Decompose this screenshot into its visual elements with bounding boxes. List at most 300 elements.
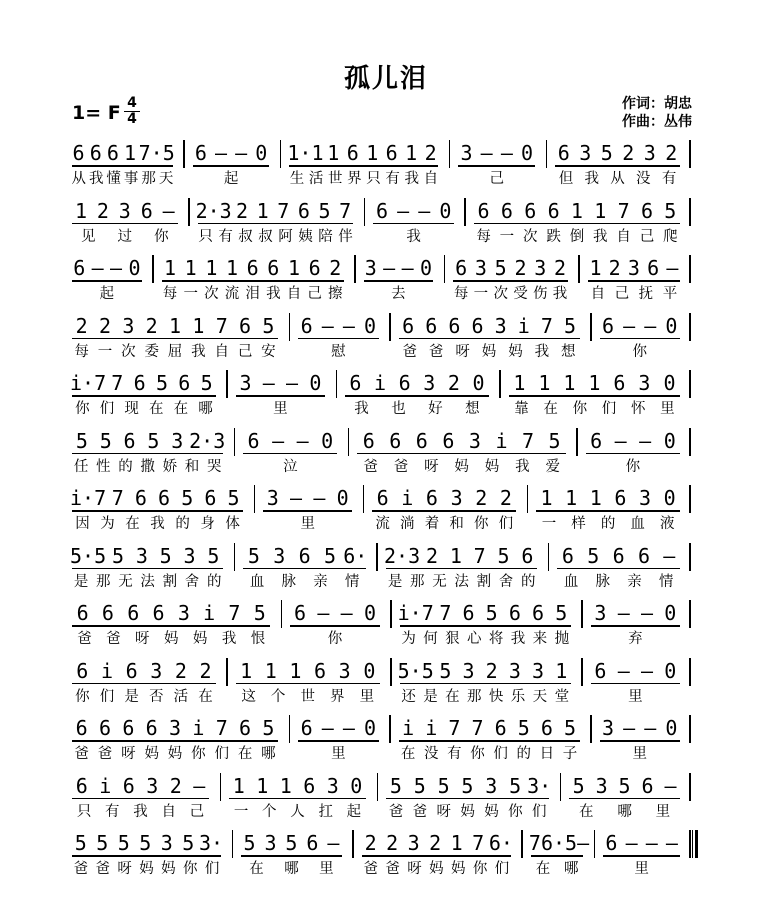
- score-system: [70, 198, 698, 248]
- note: 1: [513, 371, 526, 395]
- note: 6: [532, 601, 545, 625]
- note: –: [162, 198, 175, 223]
- lyric-char: 着: [424, 516, 440, 532]
- note: 6: [303, 773, 316, 798]
- lyric-char: 懂: [106, 171, 121, 187]
- note: 2: [75, 313, 88, 338]
- note: 0: [336, 486, 349, 510]
- lyric-char: 好: [428, 401, 443, 417]
- beam-underline: [569, 798, 680, 800]
- note: 1: [570, 198, 583, 223]
- note: 6: [89, 141, 102, 165]
- note: 6: [547, 198, 560, 223]
- measure-notes: [398, 658, 573, 684]
- lyric-char: 扛: [318, 803, 333, 820]
- lyric-char: 狠: [445, 631, 460, 647]
- lyric-char: 否: [148, 688, 164, 705]
- note: 6: [349, 371, 362, 395]
- time-signature: [124, 96, 140, 127]
- note: –: [321, 313, 334, 338]
- note: 6: [362, 428, 375, 453]
- lyric-char: 爸: [428, 343, 444, 360]
- measure-notes: [360, 830, 513, 856]
- lyric-char: 没: [423, 746, 439, 762]
- measure-notes: [584, 428, 682, 454]
- beam-underline: [474, 223, 680, 225]
- lyric-char: 里: [634, 861, 649, 877]
- measure-notes: [261, 485, 354, 511]
- note: 2: [169, 773, 182, 798]
- note: –: [623, 716, 636, 740]
- lyric-char: 脉: [281, 573, 297, 590]
- note: 1: [589, 486, 602, 510]
- measure-notes: [528, 830, 590, 856]
- note: 7: [471, 716, 484, 740]
- note: 2: [329, 256, 342, 280]
- note: 7: [617, 198, 630, 223]
- lyric-char: 平: [662, 286, 678, 302]
- lyric-char: 你: [327, 631, 343, 647]
- note: 0: [420, 256, 433, 280]
- note: 6: [425, 486, 438, 510]
- measure-lyrics: [371, 228, 455, 246]
- note: –: [313, 486, 326, 510]
- measure: [191, 140, 278, 190]
- note: 0: [665, 313, 678, 338]
- note: 5: [112, 543, 125, 568]
- note: –: [664, 773, 677, 798]
- note: 0: [321, 428, 334, 453]
- measure: [234, 370, 333, 420]
- note: 1: [589, 256, 602, 280]
- lyric-char: 一: [233, 803, 249, 820]
- lyric-char: 心: [467, 631, 482, 647]
- lyric-char: 我: [266, 286, 281, 302]
- note: 6: [178, 371, 191, 395]
- note: i·7: [70, 371, 107, 395]
- note: 6: [106, 141, 119, 165]
- lyric-char: 何: [423, 631, 438, 647]
- measure-notes: [397, 715, 582, 741]
- note: 1: [588, 371, 601, 395]
- note: 6: [590, 428, 603, 453]
- note: 5: [155, 371, 168, 395]
- measure: [227, 773, 374, 823]
- lyric-char: 来: [532, 631, 548, 647]
- note: 6: [375, 198, 389, 223]
- beam-underline: [600, 338, 680, 340]
- score-system: [70, 658, 698, 708]
- note: 5: [563, 313, 576, 338]
- note: 6: [306, 831, 319, 855]
- lyric-char: 次: [523, 228, 538, 245]
- note: 6: [76, 658, 89, 683]
- note: 2·3: [384, 543, 421, 568]
- lyric-char: 屈: [167, 343, 183, 360]
- measure-lyrics: [234, 400, 327, 418]
- measure-lyrics: [70, 688, 218, 706]
- measure-notes: [451, 255, 570, 281]
- lyric-char: 爸: [74, 746, 89, 762]
- note: 5: [572, 773, 585, 798]
- measure-lyrics: [370, 515, 518, 533]
- lyric-char: 亲: [627, 573, 642, 590]
- note: 2: [236, 198, 249, 223]
- note: 5: [96, 831, 109, 855]
- lyric-char: 日: [539, 746, 555, 762]
- lyric-char: 是: [423, 688, 438, 705]
- measure-notes: [70, 370, 218, 396]
- lyric-char: 们: [498, 516, 514, 532]
- note: 0: [663, 371, 676, 395]
- measure-notes: [70, 255, 144, 281]
- note: 7: [228, 601, 241, 625]
- measure-lyrics: [384, 803, 551, 821]
- note: 2: [499, 486, 512, 510]
- note: –: [272, 428, 285, 453]
- lyric-char: 每: [453, 286, 469, 302]
- lyric-char: 那: [467, 688, 482, 705]
- measure-notes: [589, 600, 682, 626]
- beam-underline: [72, 740, 278, 742]
- lyric-char: 你: [470, 746, 485, 762]
- note: 2·3: [189, 428, 226, 453]
- lyric-char: 我: [133, 803, 148, 820]
- lyric-char: 爸: [402, 343, 417, 360]
- measure-notes: [362, 255, 436, 281]
- note: 6: [76, 601, 89, 625]
- note: 7: [448, 716, 461, 740]
- note: 1: [538, 371, 551, 395]
- note: 3: [326, 773, 339, 798]
- lyric-char: 只: [366, 171, 381, 187]
- lyric-char: 呀: [135, 631, 150, 647]
- note: 3: [579, 141, 592, 165]
- measure-notes: [196, 198, 356, 224]
- score-system: [70, 313, 698, 363]
- lyric-char: 是: [387, 573, 403, 590]
- note: 6: [125, 658, 138, 683]
- lyric-char: 自: [214, 343, 229, 360]
- measure-notes: [227, 773, 368, 799]
- note: 6: [297, 198, 310, 223]
- note: 0: [363, 313, 377, 338]
- measure-notes: [397, 313, 582, 339]
- note: 3: [183, 543, 196, 568]
- lyric-char: 想: [465, 401, 480, 417]
- note: 0: [520, 141, 534, 165]
- lyric-char: 你: [191, 746, 206, 762]
- note: 6: [561, 543, 574, 568]
- lyric-char: 呀: [407, 861, 422, 877]
- measure: [70, 830, 229, 880]
- lyric-char: 一: [473, 286, 489, 302]
- note: 2: [622, 141, 635, 165]
- beam-underline: [386, 568, 537, 570]
- measure-notes: [343, 370, 491, 396]
- lyric-char: 抛: [554, 631, 570, 647]
- note: –: [617, 601, 630, 625]
- note: 1: [264, 658, 277, 683]
- lyric-char: 姨: [298, 228, 313, 245]
- note: 0: [663, 428, 676, 453]
- measure: [296, 715, 386, 765]
- note: 6: [557, 141, 570, 165]
- beam-underline: [603, 855, 680, 857]
- note: 0: [472, 371, 485, 395]
- measure: [598, 715, 688, 765]
- note: i: [192, 716, 205, 740]
- lyric-char: 过: [117, 228, 133, 245]
- beam-underline: [72, 165, 173, 167]
- measure-notes: [288, 600, 381, 626]
- measure: [360, 830, 519, 880]
- note: 1: [289, 658, 302, 683]
- measure-lyrics: [555, 573, 682, 591]
- beam-underline: [198, 223, 354, 225]
- beam-underline: [236, 683, 380, 685]
- note: 5: [555, 601, 568, 625]
- lyric-char: 次: [493, 286, 508, 302]
- lyric-char: 伴: [338, 228, 353, 245]
- note: –: [500, 141, 513, 165]
- score-system: [70, 255, 698, 305]
- note: 2: [485, 658, 498, 683]
- beam-underline: [400, 625, 571, 627]
- beam-underline: [453, 280, 568, 282]
- lyric-char: 妈: [484, 458, 500, 475]
- composer-credit: 作曲：丛伟: [622, 114, 692, 130]
- note: 3: [534, 256, 547, 280]
- note: 3: [264, 831, 277, 855]
- note: 6: [122, 773, 135, 798]
- note: 3: [594, 601, 607, 625]
- lyric-char: 是: [124, 688, 139, 705]
- note: 6: [385, 141, 398, 165]
- lyric-char: 一: [499, 228, 515, 245]
- note: –: [193, 773, 206, 798]
- note: 3: [532, 658, 545, 683]
- beam-underline: [536, 510, 680, 512]
- measure: [534, 485, 688, 535]
- note: 6: [75, 773, 88, 798]
- note: –: [663, 543, 676, 568]
- lyric-char: 想: [561, 343, 576, 360]
- note: 3: [460, 141, 473, 165]
- note: i: [402, 716, 415, 740]
- note: 1: [240, 658, 253, 683]
- beam-underline: [531, 855, 583, 857]
- lyric-char: 血: [249, 573, 265, 590]
- note: 5: [99, 428, 112, 453]
- lyric-char: 见: [81, 228, 96, 245]
- measure-notes: [191, 140, 272, 166]
- note: 5: [253, 601, 266, 625]
- note: –: [577, 831, 590, 855]
- note: 6: [540, 716, 553, 740]
- note: 5: [494, 256, 507, 280]
- lyric-char: 从: [610, 171, 625, 187]
- lyric-char: 我: [354, 401, 369, 417]
- measure-lyrics: [534, 515, 682, 533]
- measure-notes: [70, 830, 223, 856]
- measure-notes: [384, 773, 551, 799]
- measure-notes: [589, 658, 682, 684]
- measure-lyrics: [451, 285, 570, 303]
- score-system: [70, 543, 698, 593]
- measure-notes: [398, 600, 573, 626]
- note: 2: [426, 543, 439, 568]
- note: 1: [449, 543, 462, 568]
- lyric-char: 自: [161, 803, 176, 820]
- measure-notes: [456, 140, 537, 166]
- lyric-char: 妈: [508, 343, 523, 360]
- measure: [234, 658, 388, 708]
- measure-lyrics: [70, 458, 225, 476]
- note: 1: [256, 773, 269, 798]
- measure-notes: [296, 313, 380, 339]
- note: 0: [665, 716, 678, 740]
- score-system: [70, 600, 698, 650]
- lyric-char: 法: [454, 573, 469, 590]
- note: 3: [122, 313, 135, 338]
- measure-notes: [567, 773, 682, 799]
- note: 6: [640, 198, 653, 223]
- beam-underline: [243, 568, 366, 570]
- note: 2: [665, 141, 678, 165]
- measure: [70, 198, 186, 248]
- note: 1: [450, 831, 463, 855]
- note: 6: [602, 313, 615, 338]
- beam-underline: [357, 453, 565, 455]
- note: –: [290, 486, 303, 510]
- measure-lyrics: [397, 343, 582, 361]
- measure-lyrics: [70, 860, 223, 878]
- measure-lyrics: [296, 745, 380, 763]
- lyric-char: 在: [249, 861, 264, 877]
- note: –: [625, 831, 638, 855]
- note: 5: [509, 773, 522, 798]
- measure-lyrics: [362, 285, 436, 303]
- measure-lyrics: [70, 803, 211, 821]
- lyric-char: 哪: [284, 861, 299, 877]
- note: 1: [169, 313, 182, 338]
- lyric-char: 我: [406, 228, 421, 245]
- note: 5: [389, 773, 402, 798]
- measure: [370, 485, 524, 535]
- score-system: [70, 370, 698, 420]
- note: 6: [298, 543, 311, 568]
- lyric-char: 是: [73, 573, 89, 590]
- lyric-char: 们: [493, 746, 508, 762]
- lyric-char: 每: [74, 343, 89, 360]
- measure-lyrics: [241, 458, 339, 476]
- note: 7: [472, 831, 485, 855]
- note: 2: [424, 141, 437, 165]
- note: 6: [442, 428, 455, 453]
- note: 1: [540, 486, 553, 510]
- measure-notes: [70, 658, 218, 684]
- lyric-char: 一: [183, 286, 198, 302]
- lyric-char: 为: [401, 631, 416, 647]
- lyric-char: 为: [100, 516, 115, 532]
- lyric-char: 人: [290, 803, 305, 820]
- note: 3: [177, 601, 190, 625]
- lyric-char: 己: [639, 228, 655, 245]
- lyric-char: 活: [173, 688, 189, 705]
- beam-underline: [362, 855, 511, 857]
- lyric-char: 生: [289, 171, 305, 187]
- measure-lyrics: [398, 630, 573, 648]
- measure: [287, 140, 446, 190]
- note: 7: [528, 831, 541, 855]
- lyric-char: 爸: [363, 458, 378, 475]
- measure-lyrics: [529, 860, 585, 878]
- note: i: [495, 428, 508, 453]
- lyric-char: 世: [300, 688, 315, 705]
- note: 3: [364, 256, 377, 280]
- note: i: [517, 313, 530, 338]
- note: 6: [462, 601, 475, 625]
- measure-lyrics: [70, 285, 144, 303]
- score-system: [70, 485, 698, 535]
- measure-lyrics: [191, 170, 272, 188]
- lyric-char: 哪: [617, 803, 632, 820]
- note: 3: [423, 371, 436, 395]
- lyric-char: 自: [590, 286, 606, 302]
- note: 2: [608, 256, 621, 280]
- note: –: [91, 256, 104, 280]
- note: 6: [471, 313, 484, 338]
- beam-underline: [399, 338, 580, 340]
- beam-underline: [241, 855, 342, 857]
- note: 3: [485, 773, 498, 798]
- note: 6: [123, 428, 136, 453]
- note: 6: [194, 141, 207, 165]
- note: –: [401, 256, 414, 280]
- note: 0: [664, 601, 677, 625]
- note: –: [666, 256, 679, 280]
- measure-lyrics: [241, 573, 368, 591]
- lyric-char: 起: [223, 171, 239, 187]
- lyric-char: 呀: [436, 803, 451, 820]
- measure-notes: [601, 830, 682, 856]
- measure: [70, 485, 251, 535]
- time-signature-top: 4: [127, 95, 137, 111]
- measure-lyrics: [397, 745, 582, 763]
- lyric-char: 的: [118, 458, 133, 475]
- lyric-char: 快: [488, 688, 504, 705]
- measure-lyrics: [196, 228, 356, 246]
- lyric-char: 有: [661, 171, 677, 187]
- lyric-char: 也: [391, 401, 406, 417]
- note: 7: [540, 313, 553, 338]
- lyric-char: 妈: [481, 343, 497, 360]
- note: 5: [587, 543, 600, 568]
- measure-notes: [70, 600, 272, 626]
- lyric-char: 界: [347, 171, 362, 187]
- measure-notes: [472, 198, 682, 224]
- measure-lyrics: [227, 803, 368, 821]
- lyric-char: 们: [99, 401, 115, 417]
- note: 6: [98, 716, 112, 740]
- note: 3: [508, 658, 521, 683]
- beam-underline: [372, 510, 516, 512]
- note: 2: [553, 256, 567, 280]
- lyric-char: 妈: [144, 746, 159, 762]
- note: –: [665, 831, 678, 855]
- lyric-char: 擦: [328, 286, 343, 302]
